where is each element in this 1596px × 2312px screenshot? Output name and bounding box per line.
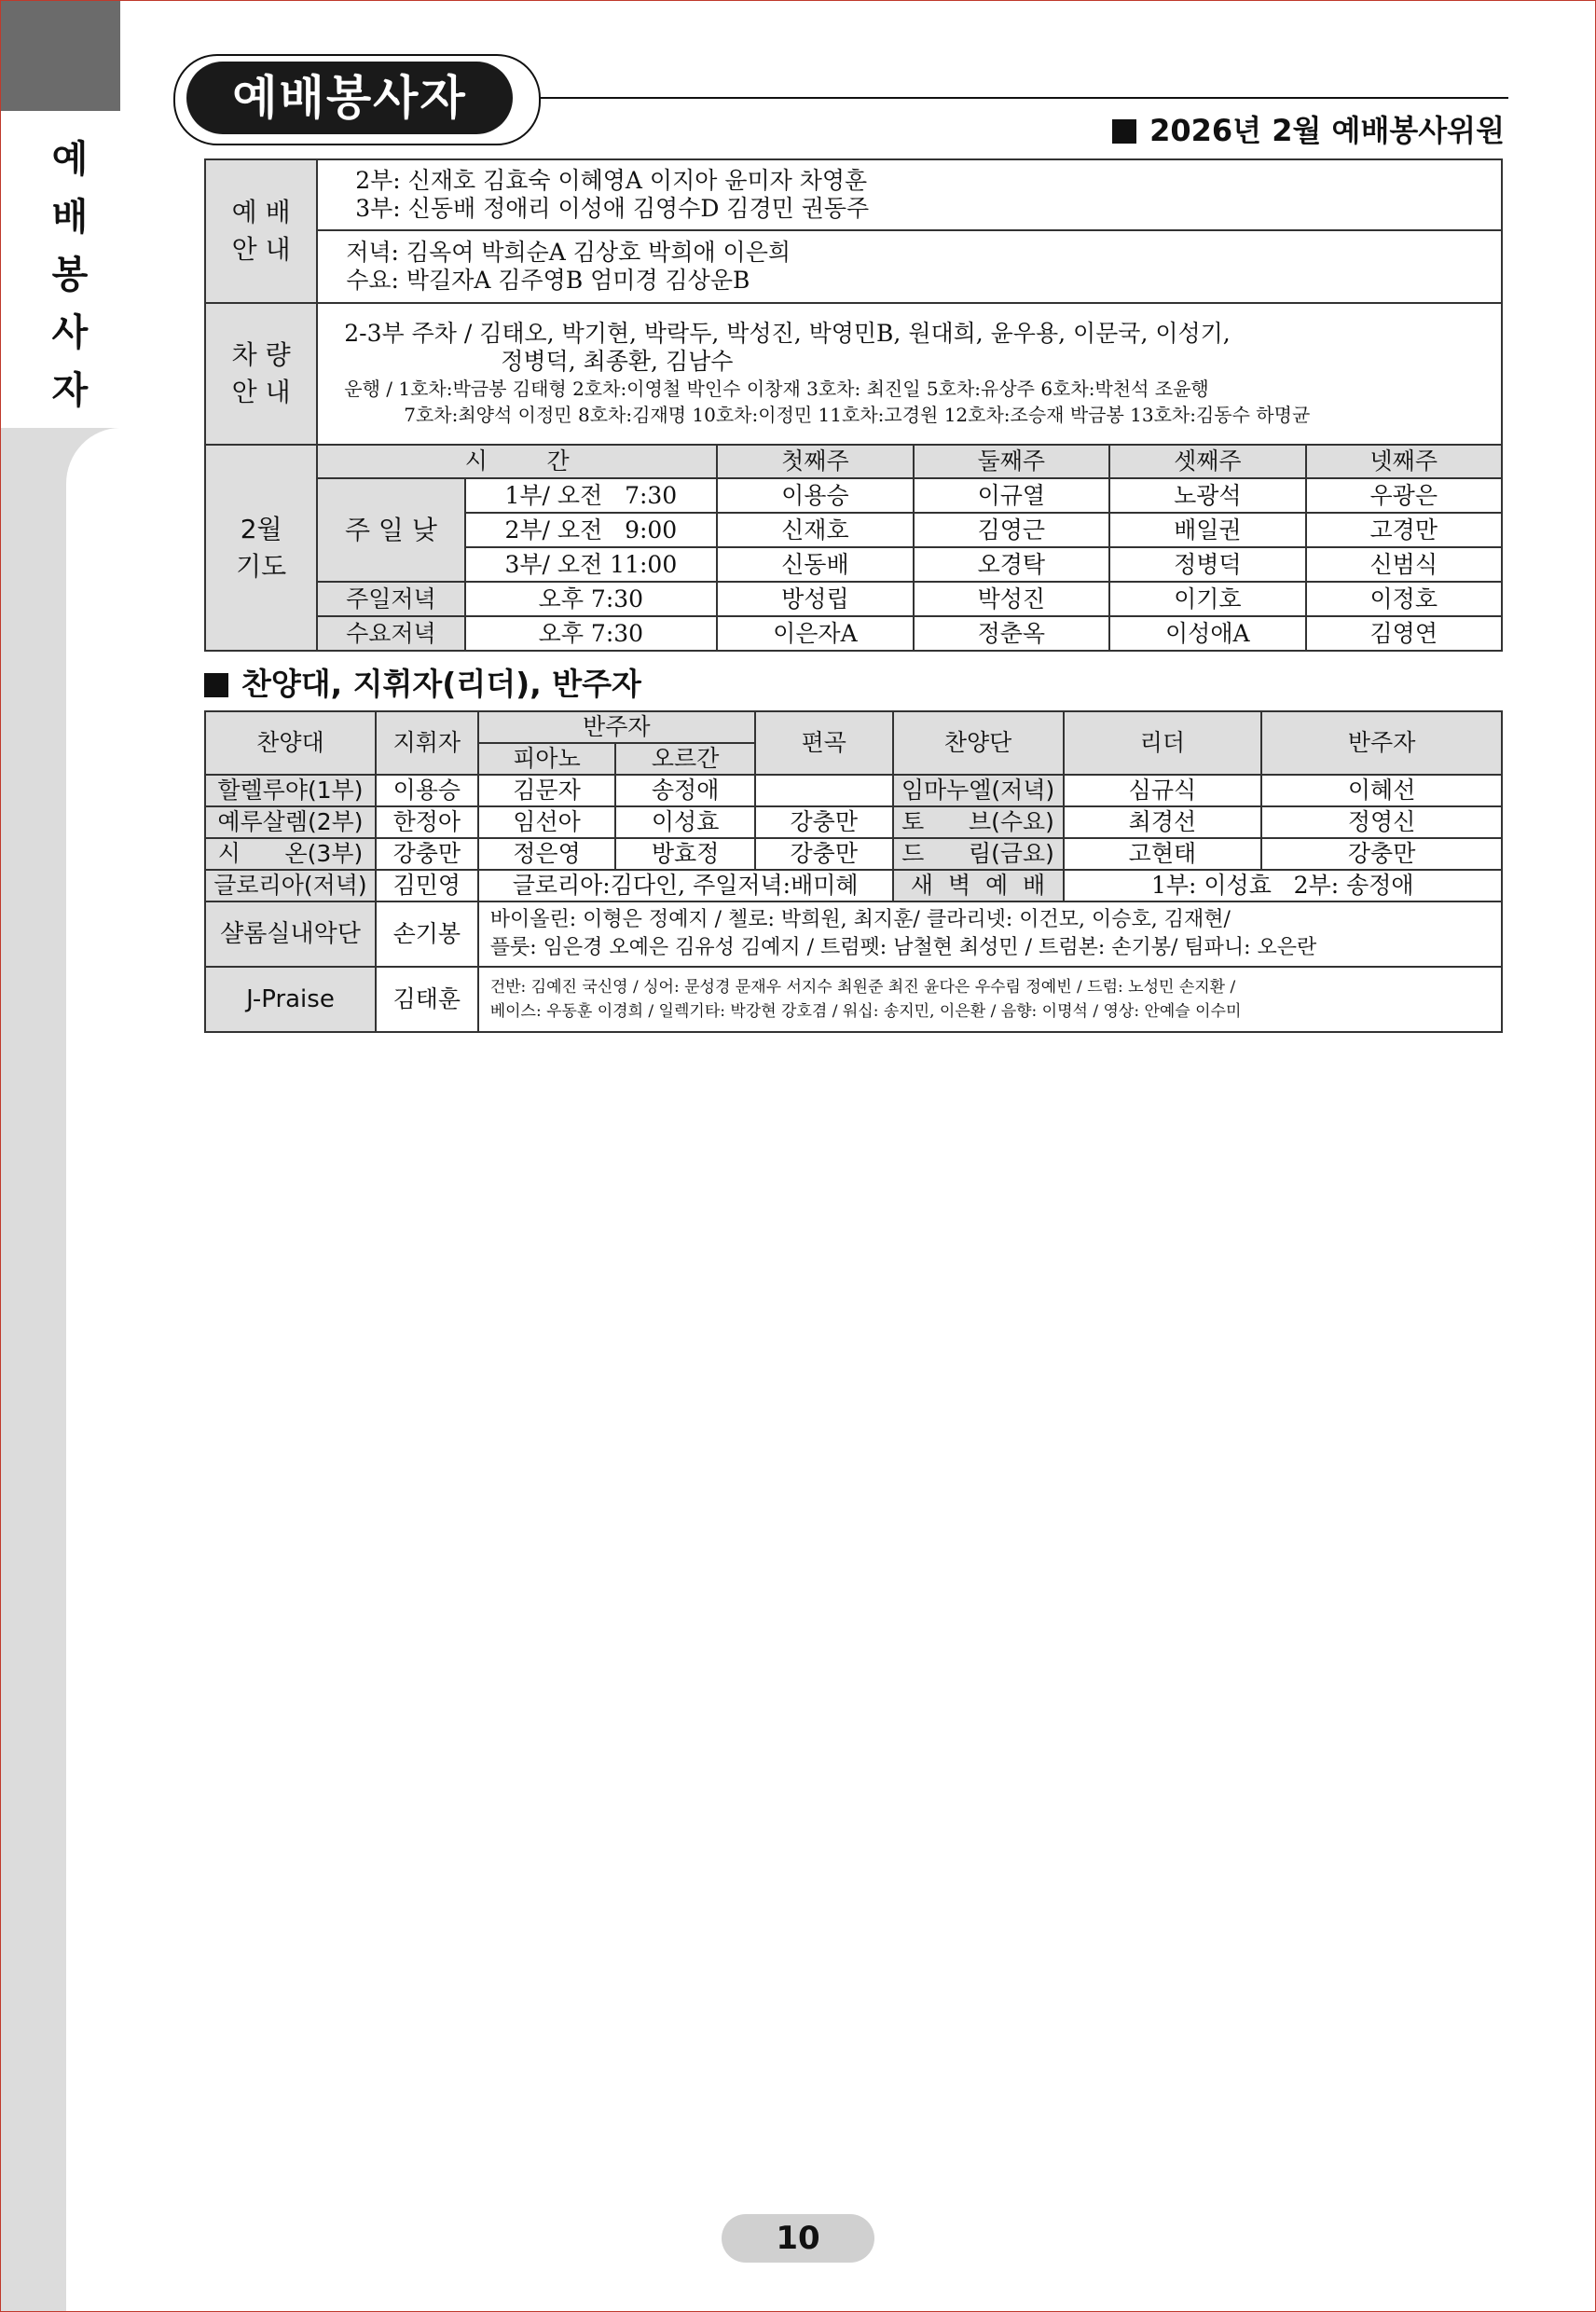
name-cell: 배일권 [1109, 513, 1305, 547]
sidebar-strip [1, 428, 66, 2311]
header-team: 찬양단 [893, 711, 1064, 775]
conductor: 손기봉 [376, 901, 478, 967]
jpraise-line: 베이스: 우동훈 이경희 / 일렉기타: 박강현 강호겸 / 워십: 송지민, 이은환 / 음향: 이명석 / 영상: 안예슬 이수미 [489, 1002, 1242, 1021]
time-cell: 3부/ 오전 11:00 [465, 547, 718, 582]
organ: 송정애 [615, 775, 755, 806]
name-cell: 우광은 [1306, 478, 1502, 513]
square-bullet-icon [1112, 119, 1136, 144]
leader: 최경선 [1064, 806, 1262, 838]
time-cell: 1부/ 오전 7:30 [465, 478, 718, 513]
worship-line: 3부: 신동배 정애리 이성애 김영수D 김경민 권동주 [355, 195, 870, 222]
worship-line: 저녁: 김옥여 박희순A 김상호 박희애 이은희 [346, 239, 791, 266]
page-title: 예배봉사자 [186, 62, 513, 134]
header-organ: 오르간 [615, 743, 755, 775]
conductor: 이용승 [376, 775, 478, 806]
name-cell: 이은자A [717, 616, 913, 651]
leader: 심규식 [1064, 775, 1262, 806]
sunday-day-label: 주 일 낮 [317, 478, 464, 582]
orchestra-line: 플룻: 임은경 오예은 김유성 김예지 / 트럼펫: 남철현 최성민 / 트럼본: 손기봉/ 팀파니: 오은란 [489, 936, 1317, 959]
time-header: 시 간 [317, 445, 717, 478]
sidebar-corner-cut [66, 428, 174, 540]
name-cell: 김영연 [1306, 616, 1502, 651]
sunday-evening-label: 주일저녁 [317, 582, 464, 616]
leader: 고현태 [1064, 838, 1262, 870]
team-name: 임마누엘(저녁) [893, 775, 1064, 806]
team-name: 드 림(금요) [893, 838, 1064, 870]
sidebar-header-block [1, 1, 120, 111]
name-cell: 이기호 [1109, 582, 1305, 616]
gloria-accompanists: 글로리아:김다인, 주일저녁:배미혜 [478, 870, 893, 901]
name-cell: 정병덕 [1109, 547, 1305, 582]
header-choir: 찬양대 [205, 711, 376, 775]
header-acc2: 반주자 [1261, 711, 1502, 775]
name-cell: 노광석 [1109, 478, 1305, 513]
accompanist: 정영신 [1261, 806, 1502, 838]
name-cell: 이규열 [914, 478, 1109, 513]
name-cell: 이성애A [1109, 616, 1305, 651]
orchestra-name: 샬롬실내악단 [205, 901, 376, 967]
team-name: 새 벽 예 배 [893, 870, 1064, 901]
title-rule [539, 97, 1508, 99]
name-cell: 오경탁 [914, 547, 1109, 582]
name-cell: 박성진 [914, 582, 1109, 616]
organ: 방효정 [615, 838, 755, 870]
prayer-label: 2월 기도 [205, 445, 317, 651]
time-cell: 오후 7:30 [465, 582, 718, 616]
header-conductor: 지휘자 [376, 711, 478, 775]
team-name: 토 브(수요) [893, 806, 1064, 838]
name-cell: 이용승 [717, 478, 913, 513]
vehicle-line: 정병덕, 최종환, 김남수 [501, 348, 734, 375]
week-header: 셋째주 [1109, 445, 1305, 478]
name-cell: 이정호 [1306, 582, 1502, 616]
orchestra-line: 바이올린: 이형은 정예지 / 첼로: 박희원, 최지훈/ 클라리넷: 이건모, 이승호, 김재현/ [489, 908, 1231, 931]
name-cell: 신범식 [1306, 547, 1502, 582]
choir-name: 예루살렘(2부) [205, 806, 376, 838]
vehicle-line: 운행 / 1호차:박금봉 김태형 2호차:이영철 박인수 이창재 3호차: 최진일 5호차:유상주 6호차:박천석 조윤행 [344, 378, 1209, 400]
worship-guide-label: 예 배 안 내 [205, 159, 317, 303]
choir-name: 할렐루야(1부) [205, 775, 376, 806]
subheading: 2026년 2월 예배봉사위원 [1112, 110, 1505, 151]
square-bullet-icon [204, 673, 228, 697]
week-header: 둘째주 [914, 445, 1109, 478]
choir-name: 글로리아(저녁) [205, 870, 376, 901]
conductor: 한정아 [376, 806, 478, 838]
choir-name: 시 온(3부) [205, 838, 376, 870]
piano: 김문자 [478, 775, 616, 806]
wednesday-label: 수요저녁 [317, 616, 464, 651]
header-arranger: 편곡 [755, 711, 893, 775]
week-header: 첫째주 [717, 445, 913, 478]
section-title: 찬양대, 지휘자(리더), 반주자 [204, 664, 641, 705]
name-cell: 정춘옥 [914, 616, 1109, 651]
vehicle-guide-label: 차 량 안 내 [205, 303, 317, 445]
time-cell: 2부/ 오전 9:00 [465, 513, 718, 547]
worship-table [204, 158, 1503, 652]
arranger: 강충만 [755, 838, 893, 870]
conductor: 김태훈 [376, 967, 478, 1032]
vehicle-line: 7호차:최양석 이정민 8호차:김재명 10호차:이정민 11호차:고경원 12호차:조승재 박금봉 13호차:김동수 하명균 [404, 404, 1311, 426]
jpraise-name: J-Praise [205, 967, 376, 1032]
arranger: 강충만 [755, 806, 893, 838]
accompanist: 이혜선 [1261, 775, 1502, 806]
name-cell: 방성립 [717, 582, 913, 616]
vehicle-line: 2-3부 주차 / 김태오, 박기현, 박락두, 박성진, 박영민B, 원대희, 윤우용, 이문국, 이성기, [344, 320, 1231, 347]
conductor: 강충만 [376, 838, 478, 870]
name-cell: 김영근 [914, 513, 1109, 547]
name-cell: 신동배 [717, 547, 913, 582]
week-header: 넷째주 [1306, 445, 1502, 478]
header-piano: 피아노 [478, 743, 616, 775]
sidebar-label: 예 배 봉 사 자 [51, 138, 89, 412]
worship-line: 수요: 박길자A 김주영B 엄미경 김상운B [346, 267, 750, 294]
worship-line: 2부: 신재호 김효숙 이혜영A 이지아 윤미자 차영훈 [355, 167, 868, 194]
jpraise-line: 건반: 김예진 국신영 / 싱어: 문성경 문재우 서지수 최원준 최진 윤다은 우수림 정예빈 / 드럼: 노성민 손지환 / [489, 978, 1236, 997]
name-cell: 고경만 [1306, 513, 1502, 547]
dawn-service-info: 1부: 이성효 2부: 송정애 [1064, 870, 1502, 901]
header-accompanist: 반주자 [478, 711, 755, 743]
choir-table [204, 710, 1503, 1033]
page-number: 10 [722, 2214, 874, 2263]
piano: 임선아 [478, 806, 616, 838]
name-cell: 신재호 [717, 513, 913, 547]
arranger [755, 775, 893, 806]
piano: 정은영 [478, 838, 616, 870]
organ: 이성효 [615, 806, 755, 838]
accompanist: 강충만 [1261, 838, 1502, 870]
time-cell: 오후 7:30 [465, 616, 718, 651]
conductor: 김민영 [376, 870, 478, 901]
header-leader: 리더 [1064, 711, 1262, 775]
